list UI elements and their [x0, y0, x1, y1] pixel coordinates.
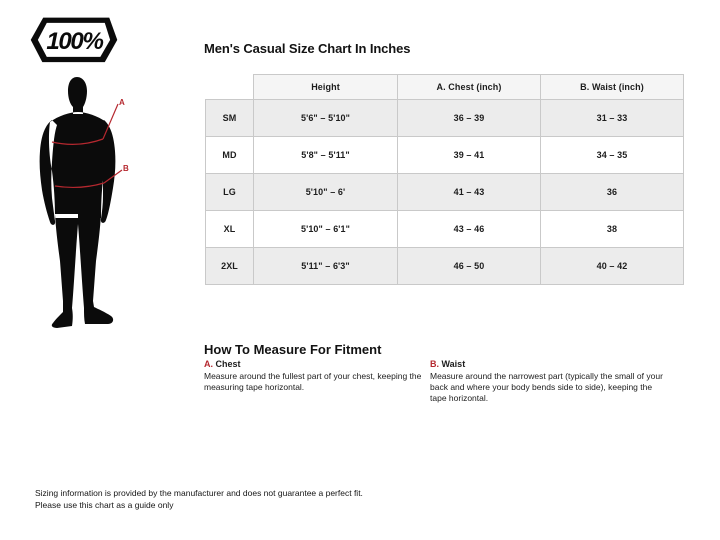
label-b-marker: B — [123, 164, 129, 173]
cell-waist: 36 — [541, 174, 684, 211]
measure-prefix-a: A. — [204, 359, 213, 369]
footer-disclaimer — [35, 487, 363, 512]
table-row — [206, 211, 684, 248]
cell-height: 5'10" – 6'1" — [254, 211, 398, 248]
disclaimer-line-1: Sizing information is provided by the manufacturer and does not guarantee a perfect fit. — [35, 488, 363, 498]
cell-height: 5'10" – 6' — [254, 174, 398, 211]
cell-size: LG — [206, 174, 254, 211]
male-silhouette-figure — [30, 76, 170, 336]
table-row — [206, 100, 684, 137]
measure-title-waist: Waist — [441, 359, 466, 369]
page-title: Men's Casual Size Chart In Inches — [204, 41, 411, 56]
corner-cell — [206, 75, 254, 100]
label-a-marker: A — [119, 98, 125, 107]
disclaimer-line-2: Please use this chart as a guide only — [35, 500, 174, 511]
column-header-height: Height — [254, 75, 398, 100]
cell-size: XL — [206, 211, 254, 248]
cell-size: SM — [206, 100, 254, 137]
cell-waist: 38 — [541, 211, 684, 248]
logo-text: 100% — [46, 27, 103, 55]
silhouette-shape — [40, 77, 116, 328]
measure-title-chest: Chest — [215, 359, 241, 369]
cell-height: 5'11" – 6'3" — [254, 248, 398, 285]
measure-prefix-b: B. — [430, 359, 439, 369]
cell-waist: 31 – 33 — [541, 100, 684, 137]
measure-text-chest: Measure around the fullest part of your chest, keeping the measuring tape horizontal. — [204, 371, 422, 393]
cell-waist: 34 – 35 — [541, 137, 684, 174]
measure-label-waist — [430, 359, 670, 369]
cell-waist: 40 – 42 — [541, 248, 684, 285]
measure-item-chest — [204, 359, 434, 393]
cell-chest: 43 – 46 — [398, 211, 541, 248]
cell-chest: 46 – 50 — [398, 248, 541, 285]
column-header-chest: A. Chest (inch) — [398, 75, 541, 100]
header-row — [206, 75, 684, 100]
cell-chest: 39 – 41 — [398, 137, 541, 174]
measure-label-chest — [204, 359, 434, 369]
cell-chest: 41 – 43 — [398, 174, 541, 211]
cell-height: 5'6" – 5'10" — [254, 100, 398, 137]
table-row — [206, 174, 684, 211]
column-header-waist: B. Waist (inch) — [541, 75, 684, 100]
measure-heading: How To Measure For Fitment — [204, 342, 382, 357]
table-row — [206, 248, 684, 285]
cell-size: MD — [206, 137, 254, 174]
cell-chest: 36 – 39 — [398, 100, 541, 137]
size-table-body — [206, 100, 684, 285]
table-row — [206, 137, 684, 174]
measure-item-waist — [430, 359, 670, 405]
brand-logo-100percent-icon — [25, 14, 123, 72]
size-table — [205, 74, 684, 285]
measure-text-waist: Measure around the narrowest part (typically the small of your back and where your body bends side to side), keeping the tape horizontal. — [430, 371, 663, 404]
cell-height: 5'8" – 5'11" — [254, 137, 398, 174]
cell-size: 2XL — [206, 248, 254, 285]
